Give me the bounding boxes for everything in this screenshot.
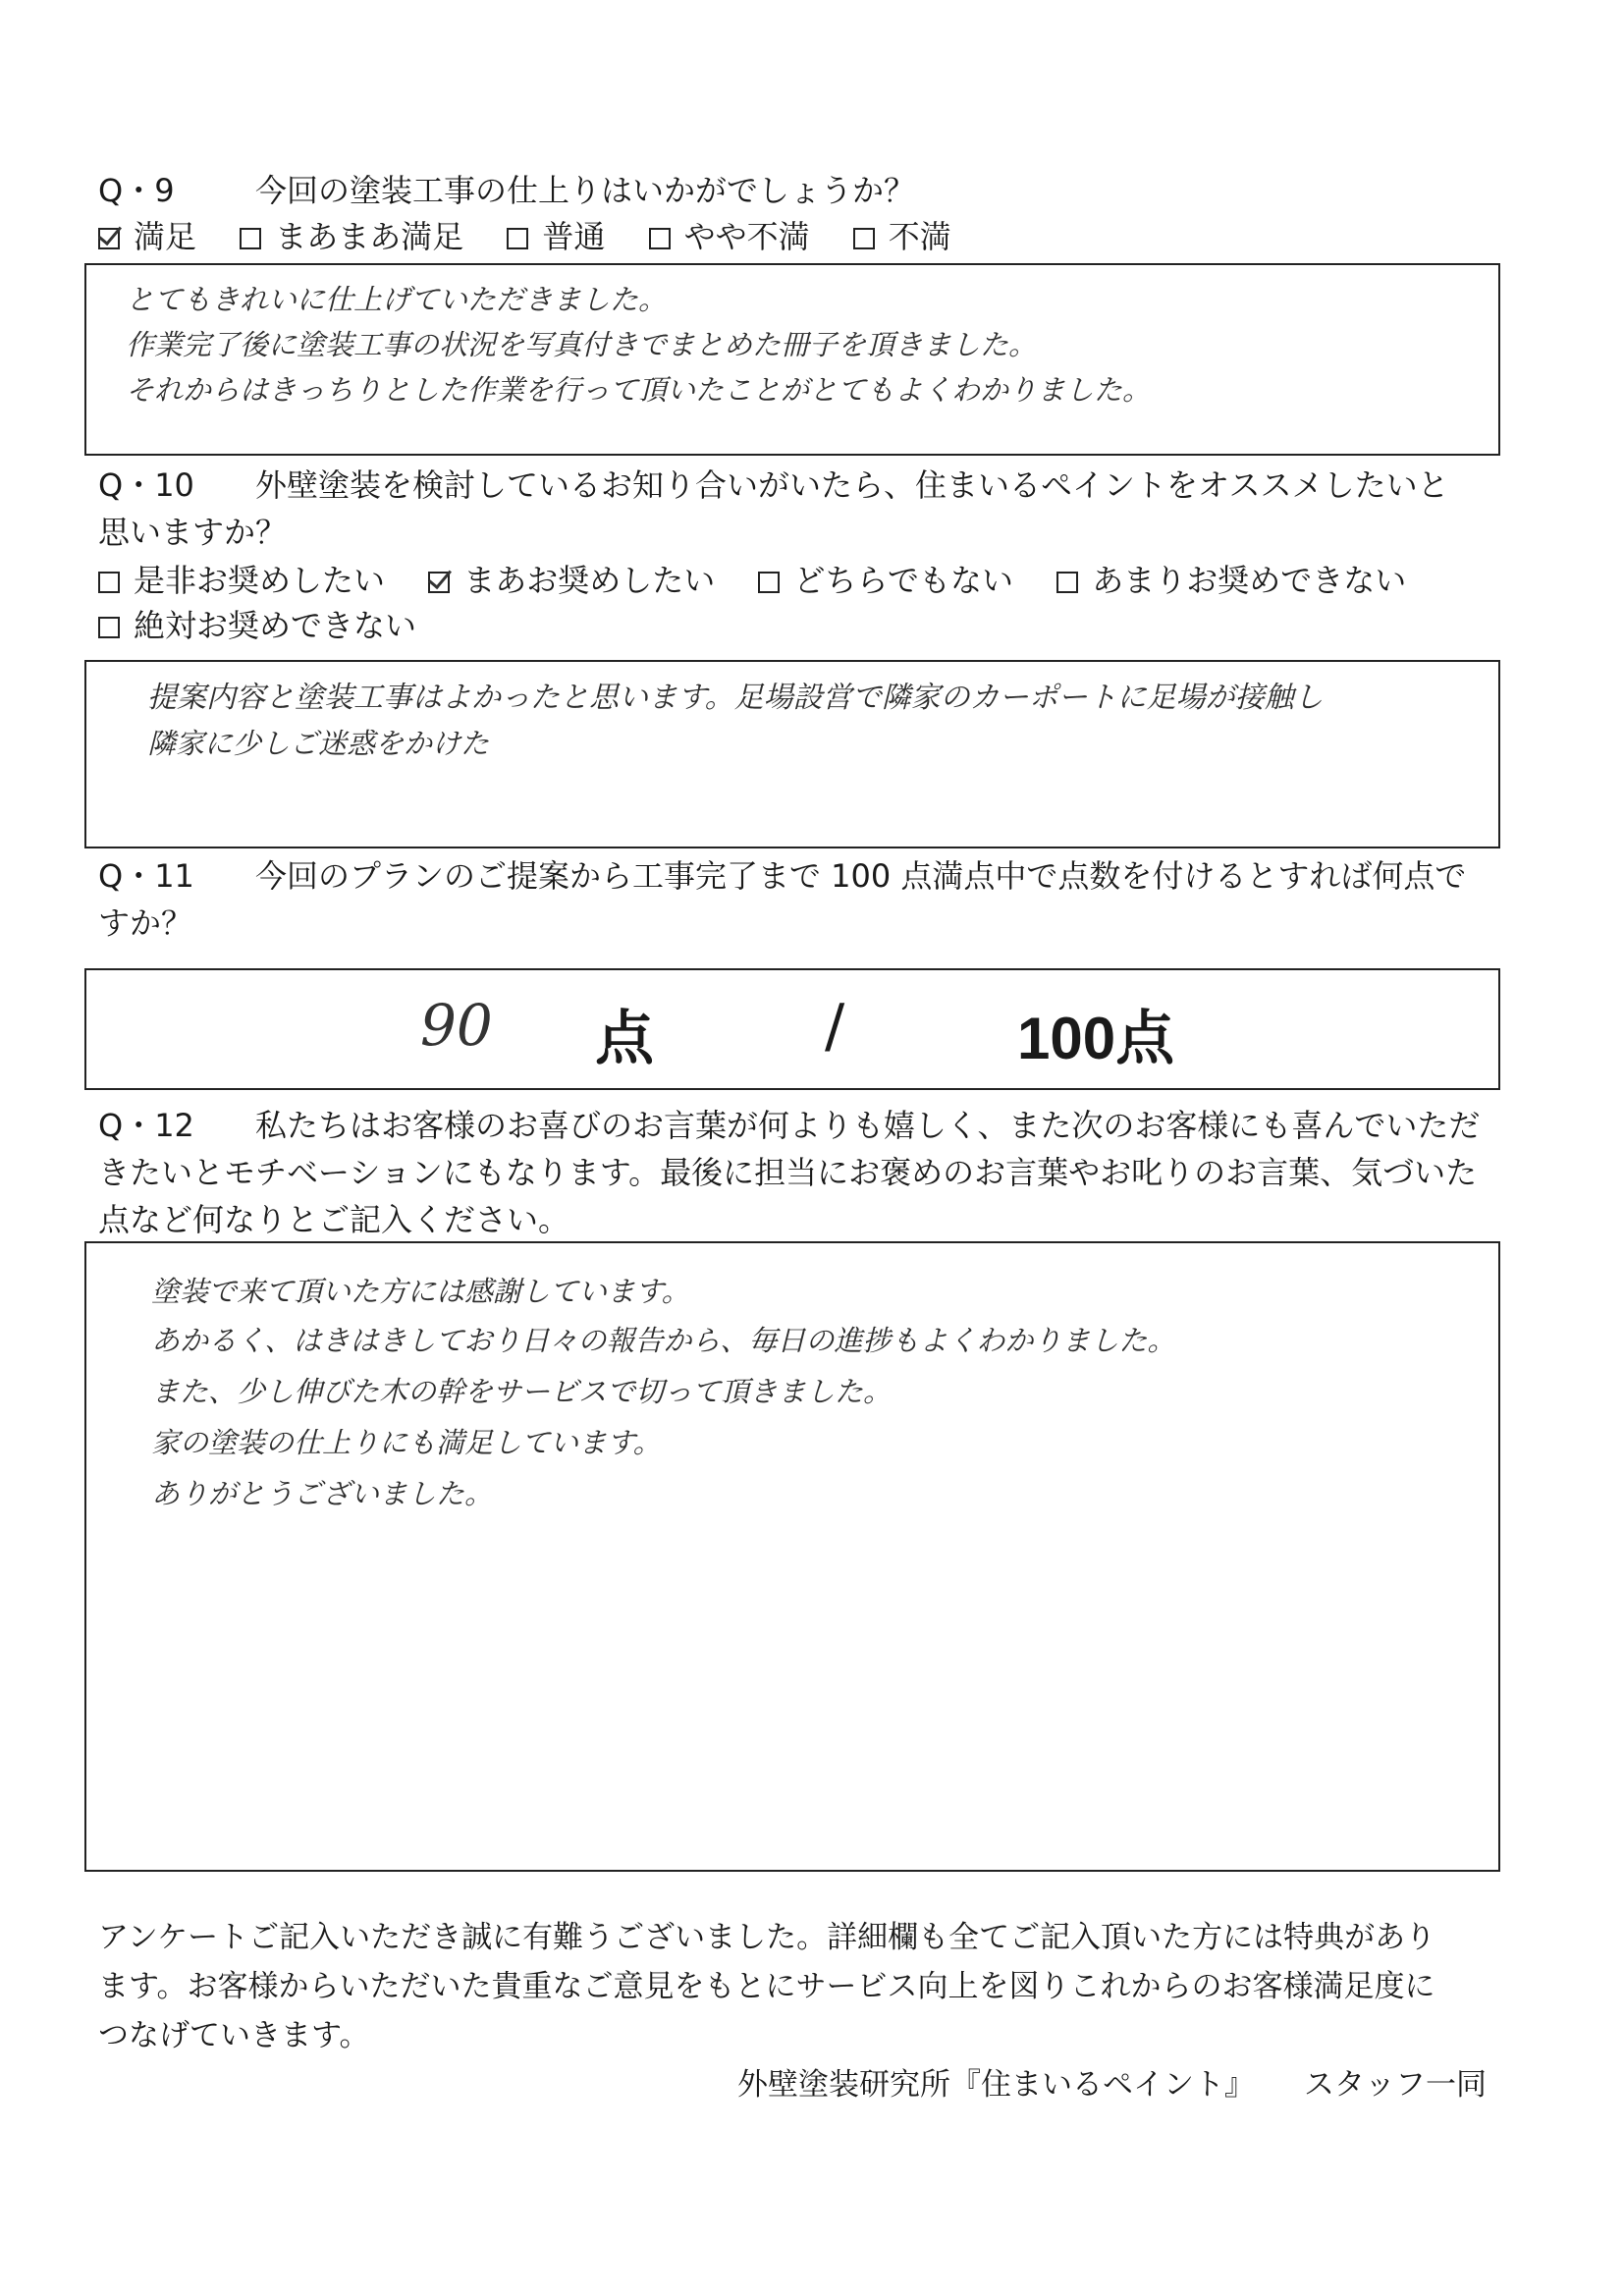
q11-score-max: 100点 [1017,1006,1175,1071]
q10-options-row2 [98,603,450,648]
q10-option-neither[interactable]: どちらでもない [758,558,1013,603]
q11-score-value: 90 [420,992,493,1059]
footer-line-1: アンケートご記入いただき誠に有難うございました。詳細欄も全てご記入頂いた方には特典があり [98,1920,1436,1955]
q10-option-never-recommend[interactable]: 絶対お奨めできない [98,603,416,648]
q9-option-somewhat-satisfied[interactable]: まあまあ満足 [240,214,463,259]
checkbox-icon[interactable] [853,228,875,249]
q9-answer-box[interactable] [84,263,1500,456]
footer-line-3: つなげていきます。 [98,2018,370,2053]
q11-question-text: 今回のプランのご提案から工事完了まで 100 点満点中で点数を付けるとすれば何点で [255,857,1467,895]
q11-question [98,852,1512,947]
checkbox-checked-icon[interactable] [98,228,120,249]
q12-answer-line: 塗装で来て頂いた方には感謝しています。 [151,1275,690,1308]
q9-number: Q・9 [98,172,175,209]
q10-option-not-really[interactable]: あまりお奨めできない [1056,558,1406,603]
q12-number: Q・12 [98,1107,194,1144]
checkbox-icon[interactable] [507,228,528,249]
q9-answer-line: それからはきっちりとした作業を行って頂いたことがとてもよくわかりました。 [126,373,1152,407]
checkbox-icon[interactable] [98,617,120,638]
q9-answer-line: とてもきれいに仕上げていただきました。 [126,283,668,316]
q12-question [98,1102,1512,1243]
checkbox-icon[interactable] [1056,572,1078,593]
footer-message [98,1913,1512,2060]
q10-question [98,462,1512,556]
q11-number: Q・11 [98,857,194,895]
checkbox-icon[interactable] [98,572,120,593]
q10-question-text-2: 思いますか？ [98,514,288,551]
q10-answer-line: 隣家に少しご迷惑をかけた [147,727,490,760]
q11-question-text-2: すか？ [98,904,193,942]
footer-line-2: ます。お客様からいただいた貴重なご意見をもとにサービス向上を図りこれからのお客様満足度に [98,1969,1435,2004]
q11-score-unit: 点 [595,1006,654,1071]
q9-option-satisfied[interactable]: 満足 [98,214,196,259]
q9-option-dissatisfied[interactable]: 不満 [853,214,951,259]
q9-option-normal[interactable]: 普通 [507,214,605,259]
q10-answer-line: 提案内容と塗装工事はよかったと思います。足場設営で隣家のカーポートに足場が接触し [147,681,1324,715]
checkbox-icon[interactable] [758,572,780,593]
q12-answer-line: また、少し伸びた木の幹をサービスで切って頂きました。 [151,1375,893,1408]
q10-answer-box[interactable] [84,660,1500,848]
q10-question-text: 外壁塗装を検討しているお知り合いがいたら、住まいるペイントをオススメしたいと [255,466,1449,504]
checkbox-checked-icon[interactable] [428,572,450,593]
q9-answer-line: 作業完了後に塗装工事の状況を写真付きでまとめた冊子を頂きました。 [126,328,1038,361]
q9-option-somewhat-dissatisfied[interactable]: やや不満 [649,214,810,259]
company-name: 外壁塗装研究所『住まいるペイント』 [737,2067,1255,2103]
q10-option-somewhat-recommend[interactable]: まあお奨めしたい [428,558,715,603]
q10-option-definitely-recommend[interactable]: 是非お奨めしたい [98,558,385,603]
q12-answer-box[interactable] [84,1241,1500,1872]
q12-question-text: 私たちはお客様のお喜びのお言葉が何よりも嬉しく、また次のお客様にも喜んでいただ [255,1107,1481,1144]
q12-question-text-2: きたいとモチベーションにもなります。最後に担当にお褒めのお言葉やお叱りのお言葉、気づいた [98,1154,1478,1191]
q11-score-slash: / [825,992,845,1061]
q12-question-text-3: 点など何なりとご記入ください。 [98,1201,570,1238]
q9-options [98,214,985,259]
q9-question [98,167,1512,214]
q12-answer-line: ありがとうございました。 [151,1477,494,1510]
checkbox-icon[interactable] [649,228,671,249]
q10-options-row1 [98,558,1439,603]
q9-question-text: 今回の塗装工事の仕上りはいかがでしょうか？ [255,172,916,209]
footer-signature [737,2059,1487,2104]
q12-answer-line: 家の塗装の仕上りにも満足しています。 [151,1426,662,1459]
checkbox-icon[interactable] [240,228,261,249]
q10-number: Q・10 [98,466,194,504]
q12-answer-line: あかるく、はきはきしており日々の報告から、毎日の進捗もよくわかりました。 [151,1324,1176,1357]
staff-signature: スタッフ一同 [1304,2067,1487,2103]
q11-score-box[interactable] [84,968,1500,1090]
